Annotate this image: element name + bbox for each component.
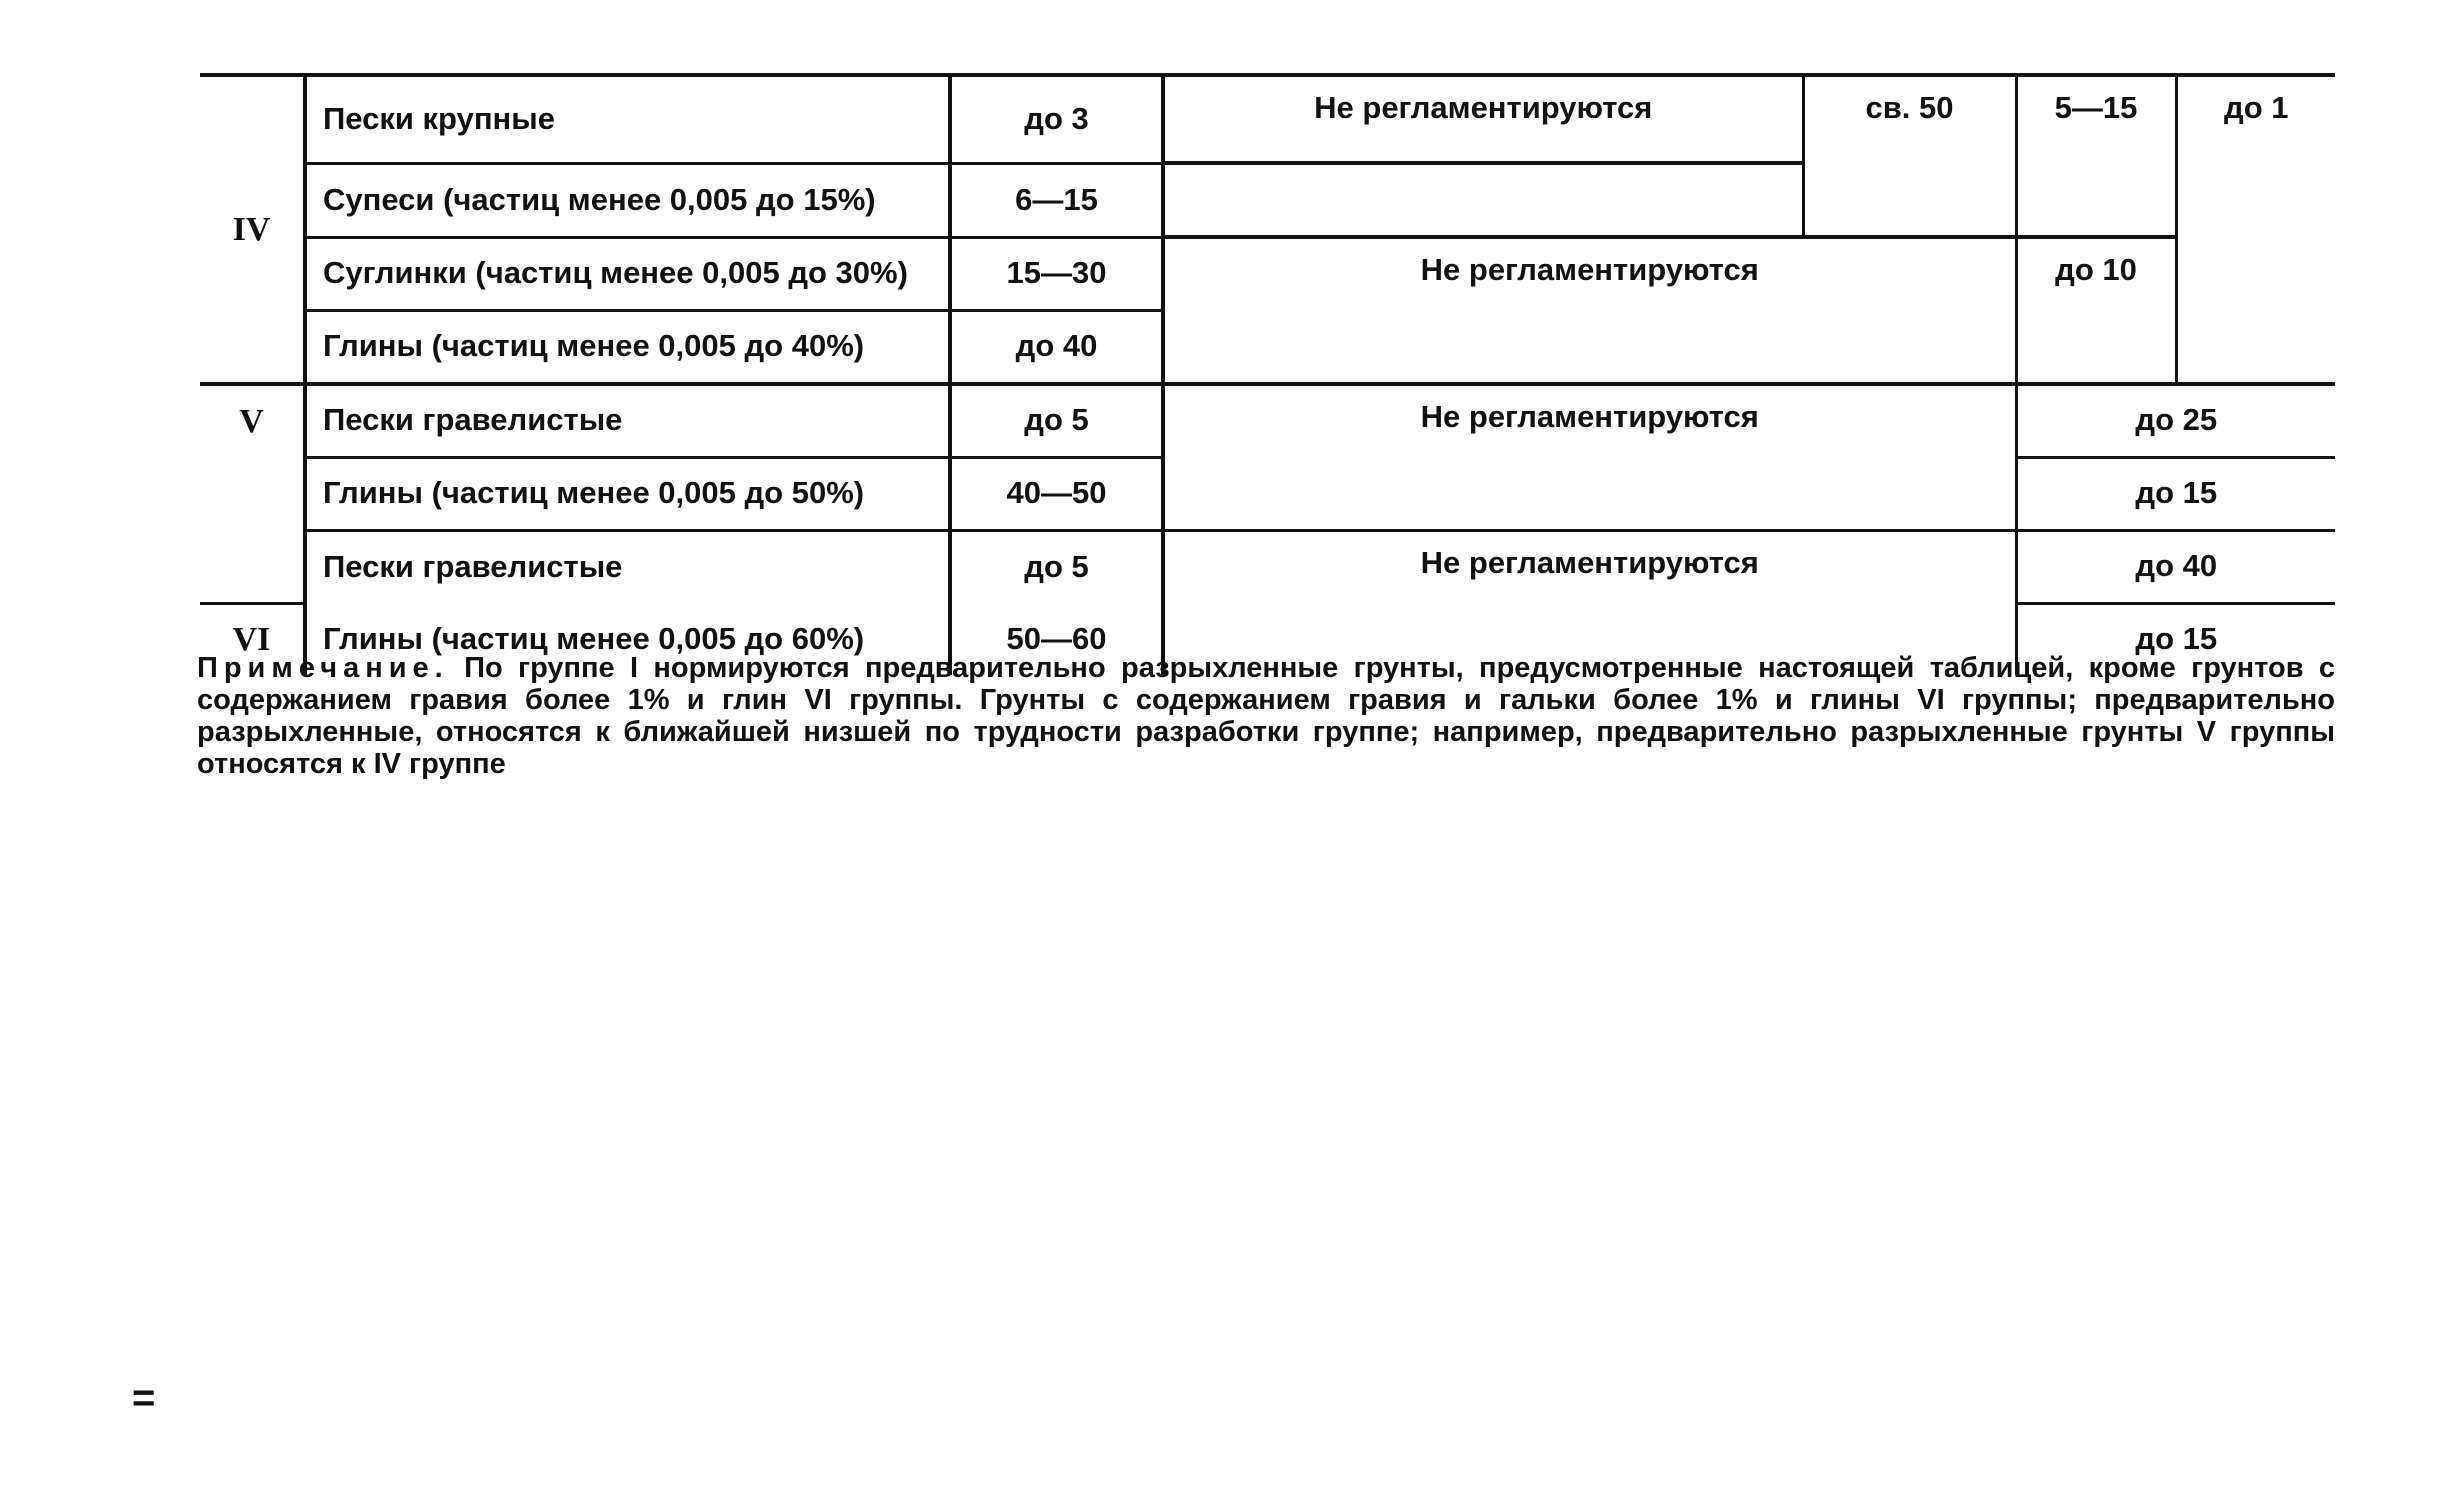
soil-name: Пески гравелистые (305, 384, 950, 458)
table-footnote (197, 652, 2335, 780)
regulation-note: Не регламентируются (1163, 237, 2016, 384)
regulation-note: Не регламентируются (1163, 530, 2016, 675)
group-label-empty (200, 530, 305, 603)
regulation-note: Не регламентируются (1163, 75, 1803, 163)
soil-value: 6—15 (950, 163, 1163, 237)
group-label-v: V (200, 384, 305, 458)
value-range: 5—15 (2016, 75, 2176, 237)
soil-classification-table (200, 73, 2335, 675)
soil-name: Глины (частиц менее 0,005 до 50%) (305, 457, 950, 530)
group-label-iv: IV (200, 75, 305, 384)
table-row (200, 237, 2335, 310)
soil-name: Глины (частиц менее 0,005 до 40%) (305, 310, 950, 384)
footnote-lead: Примечание. (197, 652, 449, 684)
regulation-empty (1163, 163, 1803, 237)
regulation-note: Не регламентируются (1163, 384, 2016, 531)
group-label-empty (200, 457, 305, 530)
value-range: до 10 (2016, 237, 2176, 384)
soil-value: 50—60 (950, 603, 1163, 675)
table-row (200, 384, 2335, 458)
value-merged: до 15 (2016, 603, 2335, 675)
soil-name: Пески гравелистые (305, 530, 950, 603)
soil-value: до 5 (950, 384, 1163, 458)
soil-name: Пески крупные (305, 75, 950, 163)
soil-value: до 5 (950, 530, 1163, 603)
soil-value: до 40 (950, 310, 1163, 384)
value-over: св. 50 (1803, 75, 2016, 237)
table-row (200, 530, 2335, 603)
soil-value: 15—30 (950, 237, 1163, 310)
value-limit: до 1 (2176, 75, 2335, 384)
soil-name: Глины (частиц менее 0,005 до 60%) (305, 603, 950, 675)
soil-value: до 3 (950, 75, 1163, 163)
page-mark: = (132, 1376, 156, 1420)
table-row (200, 75, 2335, 163)
value-merged: до 15 (2016, 457, 2335, 530)
value-merged: до 25 (2016, 384, 2335, 458)
value-merged: до 40 (2016, 530, 2335, 603)
footnote-text: По группе I нормируются предварительно разрыхленные грунты, предусмотренные настоящей таблицей, кроме грунтов с содержанием гравия более 1% и глин VI группы. Грунты с содержанием гравия и гальки более 1% и глины VI группы; предварительно разрыхленные, относятся к ближайшей низшей по трудности разработки группе; например, предварительно разрыхленные грунты V группы относятся к IV группе (197, 652, 2335, 780)
soil-name: Супеси (частиц менее 0,005 до 15%) (305, 163, 950, 237)
group-label-vi: VI (232, 620, 271, 658)
soil-name: Суглинки (частиц менее 0,005 до 30%) (305, 237, 950, 310)
soil-value: 40—50 (950, 457, 1163, 530)
